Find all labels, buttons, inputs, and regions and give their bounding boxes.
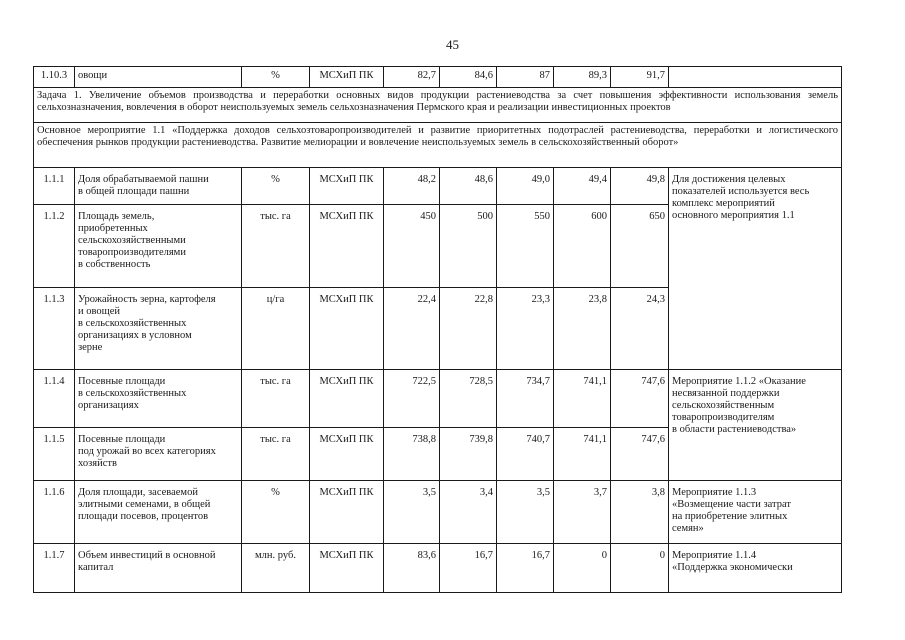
responsible-cell: МСХиП ПК [310, 168, 384, 205]
value-cell: 16,7 [497, 544, 554, 593]
row-number: 1.1.2 [34, 205, 75, 288]
note-cell: Мероприятие 1.1.2 «Оказание несвязанной поддержки сельскохозяйственным товаропроизводителям в области растениеводства» [669, 370, 842, 481]
row-number: 1.1.6 [34, 481, 75, 544]
row-number: 1.1.3 [34, 288, 75, 370]
value-cell: 739,8 [440, 428, 497, 481]
task-row [34, 88, 842, 123]
value-cell: 23,8 [554, 288, 611, 370]
indicator-name: Площадь земель, приобретенных сельскохозяйственными товаропроизводителями в собственность [75, 205, 242, 288]
value-cell: 91,7 [611, 67, 669, 88]
value-cell: 722,5 [384, 370, 440, 428]
note-cell: Для достижения целевых показателей используется весь комплекс мероприятий основного мероприятия 1.1 [669, 168, 842, 370]
value-cell: 48,6 [440, 168, 497, 205]
value-cell: 49,8 [611, 168, 669, 205]
value-cell: 22,4 [384, 288, 440, 370]
responsible-cell: МСХиП ПК [310, 67, 384, 88]
indicators-table [33, 66, 842, 593]
value-cell: 16,7 [440, 544, 497, 593]
value-cell: 0 [611, 544, 669, 593]
value-cell: 738,8 [384, 428, 440, 481]
value-cell: 49,4 [554, 168, 611, 205]
value-cell: 87 [497, 67, 554, 88]
value-cell: 22,8 [440, 288, 497, 370]
indicator-name: Доля обрабатываемой пашни в общей площади пашни [75, 168, 242, 205]
value-cell: 82,7 [384, 67, 440, 88]
value-cell: 741,1 [554, 428, 611, 481]
value-cell: 747,6 [611, 428, 669, 481]
indicator-name: Доля площади, засеваемой элитными семенами, в общей площади посевов, процентов [75, 481, 242, 544]
value-cell: 23,3 [497, 288, 554, 370]
indicator-name: Посевные площади в сельскохозяйственных организациях [75, 370, 242, 428]
task-heading: Задача 1. Увеличение объемов производства и переработки основных видов продукции растениеводства за счет повышения эффективности использования земель сельхозназначения, вовлечения в оборот неиспользуемых земель сельхозназначения Пермского края и реализации инвестиционных проектов [34, 88, 842, 123]
table-row [34, 67, 842, 88]
table-row [34, 370, 842, 428]
value-cell: 0 [554, 544, 611, 593]
responsible-cell: МСХиП ПК [310, 288, 384, 370]
row-number: 1.1.1 [34, 168, 75, 205]
value-cell: 600 [554, 205, 611, 288]
unit-cell: ц/га [242, 288, 310, 370]
indicator-name: Посевные площади под урожай во всех категориях хозяйств [75, 428, 242, 481]
main-event-row [34, 123, 842, 168]
main-event-heading: Основное мероприятие 1.1 «Поддержка доходов сельхозтоваропроизводителей и развитие приоритетных подотраслей растениеводства, переработки и логистического обеспечения рынков продукции растениеводства. Развитие мелиорации и вовлечение неиспользуемых земель в сельскохозяйственный оборот» [34, 123, 842, 168]
value-cell: 740,7 [497, 428, 554, 481]
unit-cell: % [242, 481, 310, 544]
table-row [34, 481, 842, 544]
row-number: 1.1.4 [34, 370, 75, 428]
unit-cell: млн. руб. [242, 544, 310, 593]
value-cell: 24,3 [611, 288, 669, 370]
value-cell: 83,6 [384, 544, 440, 593]
unit-cell: % [242, 168, 310, 205]
table-row [34, 544, 842, 593]
note-cell [669, 67, 842, 88]
value-cell: 650 [611, 205, 669, 288]
value-cell: 728,5 [440, 370, 497, 428]
responsible-cell: МСХиП ПК [310, 544, 384, 593]
value-cell: 3,5 [384, 481, 440, 544]
value-cell: 84,6 [440, 67, 497, 88]
note-cell: Мероприятие 1.1.3 «Возмещение части затрат на приобретение элитных семян» [669, 481, 842, 544]
value-cell: 89,3 [554, 67, 611, 88]
responsible-cell: МСХиП ПК [310, 370, 384, 428]
unit-cell: % [242, 67, 310, 88]
value-cell: 49,0 [497, 168, 554, 205]
unit-cell: тыс. га [242, 428, 310, 481]
row-number: 1.10.3 [34, 67, 75, 88]
value-cell: 734,7 [497, 370, 554, 428]
responsible-cell: МСХиП ПК [310, 481, 384, 544]
value-cell: 3,5 [497, 481, 554, 544]
value-cell: 450 [384, 205, 440, 288]
responsible-cell: МСХиП ПК [310, 428, 384, 481]
indicator-name: овощи [75, 67, 242, 88]
value-cell: 741,1 [554, 370, 611, 428]
unit-cell: тыс. га [242, 370, 310, 428]
row-number: 1.1.7 [34, 544, 75, 593]
value-cell: 48,2 [384, 168, 440, 205]
value-cell: 3,7 [554, 481, 611, 544]
indicator-name: Объем инвестиций в основной капитал [75, 544, 242, 593]
indicator-name: Урожайность зерна, картофеля и овощей в сельскохозяйственных организациях в условном зерне [75, 288, 242, 370]
responsible-cell: МСХиП ПК [310, 205, 384, 288]
unit-cell: тыс. га [242, 205, 310, 288]
page-number: 45 [446, 37, 459, 52]
table-row [34, 168, 842, 205]
note-cell: Мероприятие 1.1.4 «Поддержка экономически [669, 544, 842, 593]
row-number: 1.1.5 [34, 428, 75, 481]
value-cell: 500 [440, 205, 497, 288]
value-cell: 550 [497, 205, 554, 288]
value-cell: 3,8 [611, 481, 669, 544]
value-cell: 3,4 [440, 481, 497, 544]
value-cell: 747,6 [611, 370, 669, 428]
